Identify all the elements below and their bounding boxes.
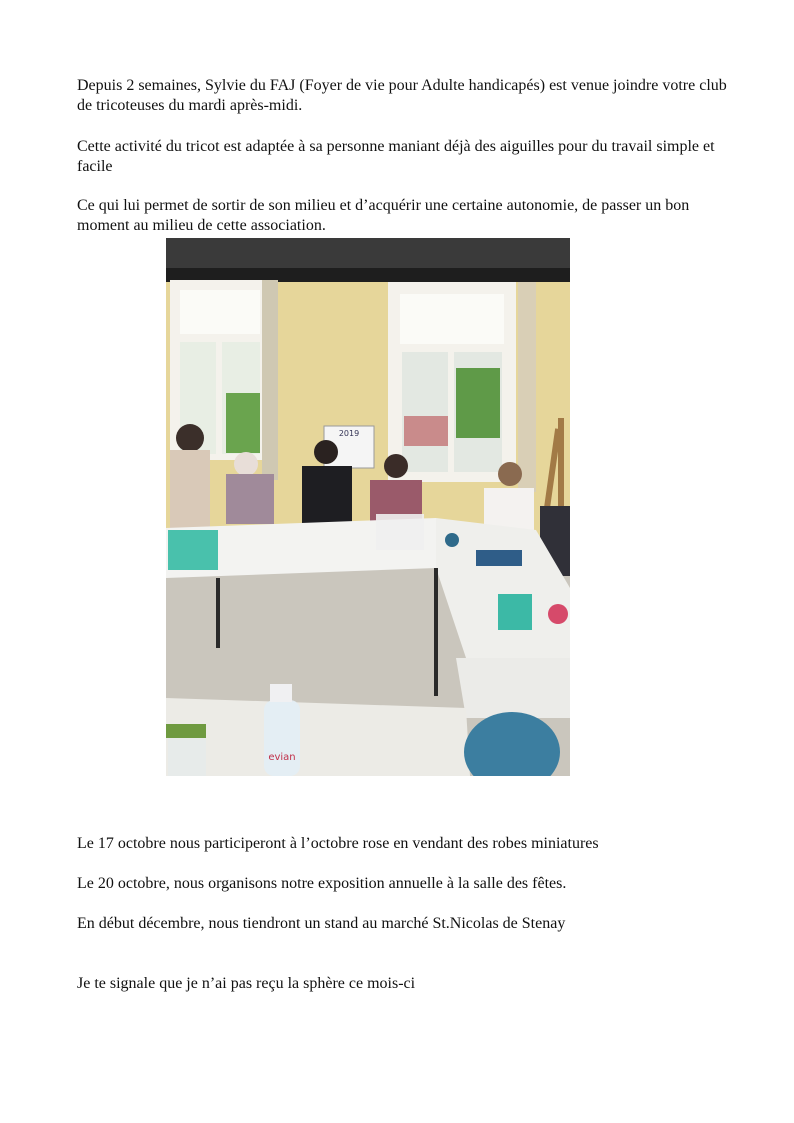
october-rose-paragraph: Le 17 octobre nous participeront à l’octobre rose en vendant des robes miniatures bbox=[77, 835, 599, 852]
autonomy-paragraph: Ce qui lui permet de sortir de son milieu et d’acquérir une certaine autonomie, de passer un bon moment au milieu de cette association. bbox=[77, 197, 690, 234]
exhibition-paragraph: Le 20 octobre, nous organisons notre exposition annuelle à la salle des fêtes. bbox=[77, 875, 567, 892]
stand-paragraph: En début décembre, nous tiendront un stand au marché St.Nicolas de Stenay bbox=[77, 915, 566, 932]
notice-paragraph: Je te signale que je n’ai pas reçu la sphère ce mois-ci bbox=[77, 975, 416, 992]
knitting-club-photo bbox=[166, 238, 570, 776]
evian-label: evian bbox=[268, 752, 296, 763]
intro-paragraph: Depuis 2 semaines, Sylvie du FAJ (Foyer de vie pour Adulte handicapés) est venue joindre votre club de tricoteuses du mardi après-midi. bbox=[77, 77, 727, 114]
calendar-year: 2019 bbox=[338, 429, 360, 438]
activity-paragraph: Cette activité du tricot est adaptée à sa personne maniant déjà des aiguilles pour du travail simple et facile bbox=[77, 138, 715, 175]
